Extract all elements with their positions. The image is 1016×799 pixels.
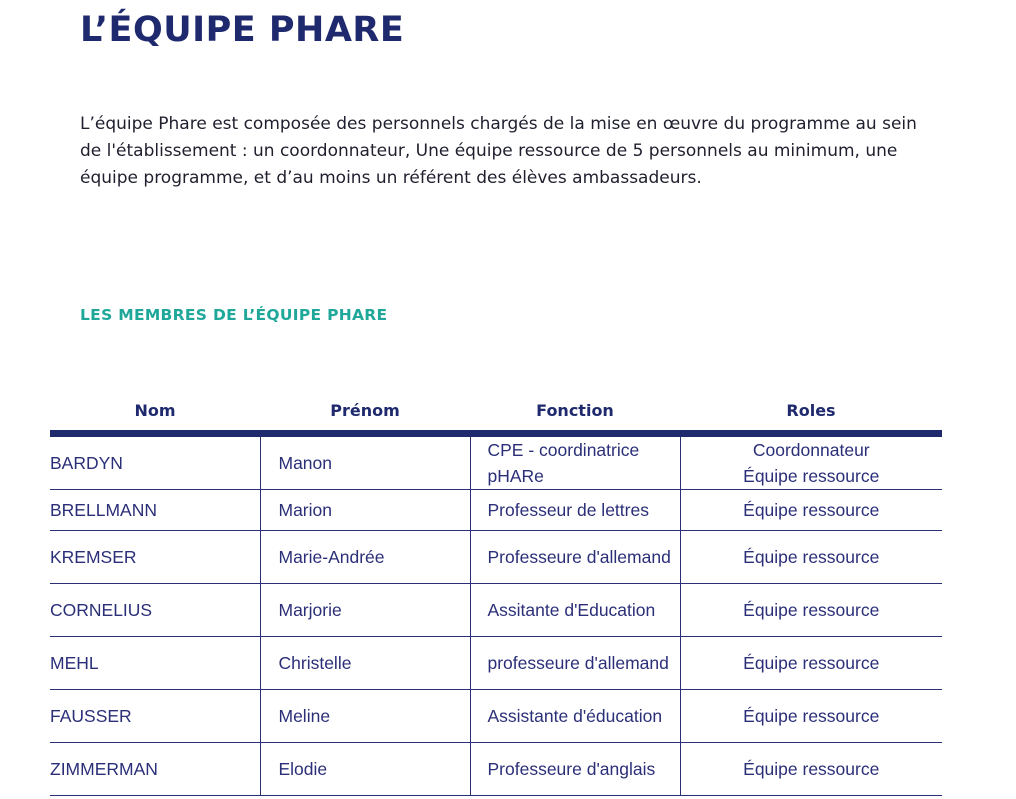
cell-fonction: CPE - coordinatrice pHARe — [470, 434, 680, 490]
role-label: Équipe ressource — [743, 547, 880, 567]
table-row — [50, 531, 942, 584]
cell-fonction: Professeur de lettres — [470, 490, 680, 531]
table-body — [50, 434, 942, 796]
role-label: Équipe ressource — [743, 500, 880, 520]
table-row — [50, 637, 942, 690]
cell-roles — [680, 690, 942, 743]
role-label: Équipe ressource — [743, 653, 880, 673]
cell-nom: KREMSER — [50, 531, 260, 584]
members-table — [50, 390, 942, 796]
cell-nom: BRELLMANN — [50, 490, 260, 531]
intro-paragraph: L’équipe Phare est composée des personnels chargés de la mise en œuvre du programme au sein de l'établissement : un coordonnateur, Une équipe ressource de 5 personnels au minimum, une équipe programme, et d’au moins un référent des élèves ambassadeurs. — [80, 114, 917, 188]
table-row — [50, 490, 942, 531]
cell-fonction: Professeure d'anglais — [470, 743, 680, 796]
intro-text — [80, 111, 940, 192]
cell-roles — [680, 490, 942, 531]
cell-roles — [680, 434, 942, 490]
header-prenom: Prénom — [260, 390, 470, 434]
table-row — [50, 690, 942, 743]
members-table-container — [50, 390, 942, 796]
table-row — [50, 743, 942, 796]
page-title: L’ÉQUIPE PHARE — [80, 10, 405, 50]
cell-roles — [680, 637, 942, 690]
cell-prenom: Marie-Andrée — [260, 531, 470, 584]
cell-fonction: Assitante d'Education — [470, 584, 680, 637]
header-fonction: Fonction — [470, 390, 680, 434]
role-label: Coordonnateur — [752, 440, 870, 460]
table-row — [50, 434, 942, 490]
cell-nom: ZIMMERMAN — [50, 743, 260, 796]
cell-nom: CORNELIUS — [50, 584, 260, 637]
role-label: Équipe ressource — [743, 759, 880, 779]
role-label: Équipe ressource — [743, 706, 880, 726]
members-heading: LES MEMBRES DE L’ÉQUIPE PHARE — [80, 306, 388, 324]
cell-prenom: Meline — [260, 690, 470, 743]
role-label: Équipe ressource — [743, 466, 880, 486]
cell-prenom: Manon — [260, 434, 470, 490]
cell-prenom: Marjorie — [260, 584, 470, 637]
cell-roles — [680, 743, 942, 796]
role-label: Équipe ressource — [743, 600, 880, 620]
table-row — [50, 584, 942, 637]
cell-prenom: Elodie — [260, 743, 470, 796]
cell-prenom: Christelle — [260, 637, 470, 690]
cell-nom: FAUSSER — [50, 690, 260, 743]
table-header-row — [50, 390, 942, 434]
cell-fonction: professeure d'allemand — [470, 637, 680, 690]
header-roles: Roles — [680, 390, 942, 434]
cell-fonction: Professeure d'allemand — [470, 531, 680, 584]
cell-nom: BARDYN — [50, 434, 260, 490]
cell-fonction: Assistante d'éducation — [470, 690, 680, 743]
cell-nom: MEHL — [50, 637, 260, 690]
cell-prenom: Marion — [260, 490, 470, 531]
cell-roles — [680, 584, 942, 637]
header-nom: Nom — [50, 390, 260, 434]
cell-roles — [680, 531, 942, 584]
